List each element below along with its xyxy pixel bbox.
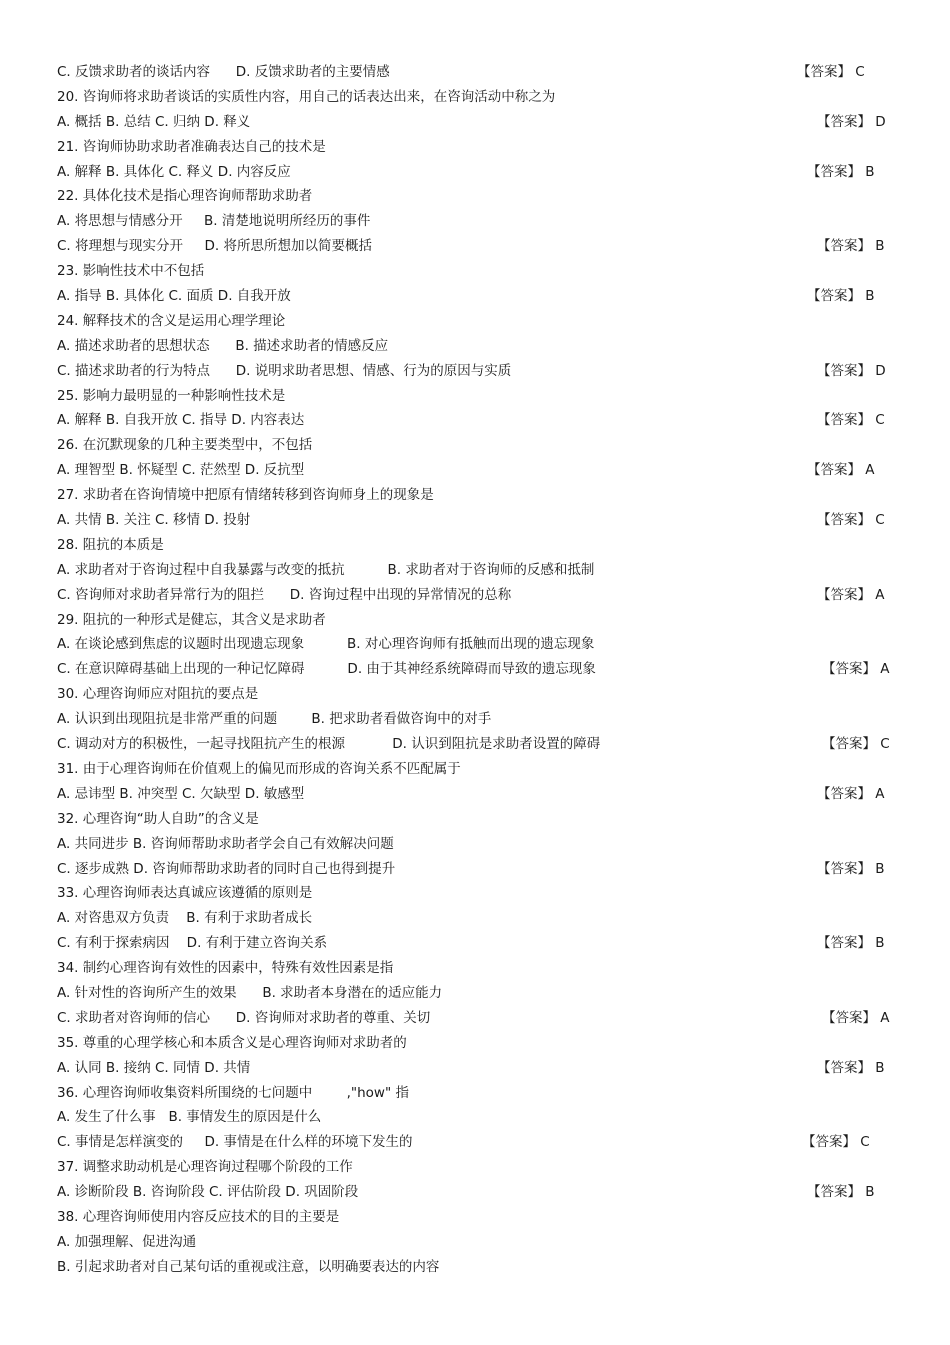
text-line <box>57 707 902 732</box>
line-text: 34. 制约心理咨询有效性的因素中，特殊有效性因素是指 <box>57 960 394 977</box>
line-text: 20. 咨询师将求助者谈话的实质性内容，用自己的话表达出来，在咨询活动中称之为 <box>57 88 556 105</box>
line-text: A. 对咨患双方负责 B. 有利于求助者成长 <box>57 910 313 927</box>
text-line <box>57 1205 902 1230</box>
text-line <box>57 931 902 956</box>
line-text: C. 将理想与现实分开 D. 将所思所想加以简要概括 <box>57 238 372 255</box>
text-line <box>57 981 902 1006</box>
text-line <box>57 533 902 558</box>
text-line <box>57 508 902 533</box>
line-text: C. 调动对方的积极性，一起寻找阻抗产生的根源 D. 认识到阻抗是求助者设置的障碍 <box>57 736 601 753</box>
line-text: A. 求助者对于咨询过程中自我暴露与改变的抵抗 B. 求助者对于咨询师的反感和抵制 <box>57 561 595 578</box>
text-line <box>57 135 902 160</box>
line-text: 23. 影响性技术中不包括 <box>57 263 205 280</box>
line-text: A. 在谈论感到焦虑的议题时出现遗忘现象 B. 对心理咨询师有抵触而出现的遗忘现象 <box>57 636 595 653</box>
text-line <box>57 1056 902 1081</box>
text-line <box>57 1130 902 1155</box>
line-text: B. 引起求助者对自己某句话的重视或注意，以明确要表达的内容 <box>57 1258 440 1275</box>
line-text: A. 针对性的咨询所产生的效果 B. 求助者本身潜在的适应能力 <box>57 984 443 1001</box>
line-text: A. 指导 B. 具体化 C. 面质 D. 自我开放 <box>57 288 291 305</box>
line-text: A. 发生了什么事 B. 事情发生的原因是什么 <box>57 1109 322 1126</box>
answer-label: 【答案】 D <box>817 113 886 130</box>
answer-label: 【答案】 B <box>817 860 885 877</box>
text-line <box>57 682 902 707</box>
text-line <box>57 60 902 85</box>
line-text: C. 反馈求助者的谈话内容 D. 反馈求助者的主要情感 <box>57 64 390 80</box>
text-line <box>57 309 902 334</box>
line-text: A. 共同进步 B. 咨询师帮助求助者学会自己有效解决问题 <box>57 835 394 852</box>
line-text: A. 诊断阶段 B. 咨询阶段 C. 评估阶段 D. 巩固阶段 <box>57 1184 359 1201</box>
line-text: 31. 由于心理咨询师在价值观上的偏见而形成的咨询关系不匹配属于 <box>57 760 461 777</box>
line-text: A. 认识到出现阻抗是非常严重的问题 B. 把求助者看做咨询中的对手 <box>57 711 492 728</box>
text-line <box>57 1105 902 1130</box>
answer-label: 【答案】 A <box>817 586 885 603</box>
text-line <box>57 1081 902 1106</box>
text-line <box>57 433 902 458</box>
text-line <box>57 458 902 483</box>
text-line <box>57 782 902 807</box>
text-line <box>57 1230 902 1255</box>
text-line <box>57 110 902 135</box>
text-line <box>57 384 902 409</box>
answer-label: 【答案】 C <box>822 736 890 753</box>
text-line <box>57 284 902 309</box>
line-text: 33. 心理咨询师表达真诚应该遵循的原则是 <box>57 885 313 902</box>
text-line <box>57 881 902 906</box>
text-line <box>57 632 902 657</box>
answer-label: 【答案】 D <box>817 362 886 379</box>
line-text: 25. 影响力最明显的一种影响性技术是 <box>57 387 286 404</box>
line-text: C. 逐步成熟 D. 咨询师帮助求助者的同时自己也得到提升 <box>57 860 396 877</box>
text-line <box>57 857 902 882</box>
text-line <box>57 483 902 508</box>
text-line <box>57 956 902 981</box>
text-line <box>57 757 902 782</box>
text-line <box>57 807 902 832</box>
text-line <box>57 732 902 757</box>
answer-label: 【答案】 B <box>807 288 875 305</box>
line-text: C. 描述求助者的行为特点 D. 说明求助者思想、情感、行为的原因与实质 <box>57 362 512 379</box>
line-text: A. 忌讳型 B. 冲突型 C. 欠缺型 D. 敏感型 <box>57 785 305 802</box>
line-text: 26. 在沉默现象的几种主要类型中，不包括 <box>57 437 313 454</box>
answer-label: 【答案】 B <box>807 163 875 180</box>
text-line <box>57 906 902 931</box>
line-text: 37. 调整求助动机是心理咨询过程哪个阶段的工作 <box>57 1159 353 1176</box>
text-line <box>57 234 902 259</box>
answer-label: 【答案】 C <box>817 412 885 429</box>
line-text: A. 解释 B. 自我开放 C. 指导 D. 内容表达 <box>57 412 305 429</box>
text-line <box>57 184 902 209</box>
line-text: 21. 咨询师协助求助者准确表达自己的技术是 <box>57 138 326 155</box>
line-text: C. 求助者对咨询师的信心 D. 咨询师对求助者的尊重、关切 <box>57 1009 431 1026</box>
answer-label: 【答案】 A <box>807 462 875 479</box>
text-line <box>57 657 902 682</box>
text-line <box>57 832 902 857</box>
line-text: 27. 求助者在咨询情境中把原有情绪转移到咨询师身上的现象是 <box>57 487 434 504</box>
document-page <box>57 60 902 1280</box>
line-text: 38. 心理咨询师使用内容反应技术的目的主要是 <box>57 1208 340 1225</box>
line-text: A. 概括 B. 总结 C. 归纳 D. 释义 <box>57 113 251 130</box>
answer-label: 【答案】 B <box>817 935 885 952</box>
answer-label: 【答案】 C <box>802 1134 870 1151</box>
text-line <box>57 558 902 583</box>
line-text: C. 有利于探索病因 D. 有利于建立咨询关系 <box>57 935 328 952</box>
answer-label: 【答案】 A <box>822 1009 890 1026</box>
answer-label: 【答案】 C <box>797 64 865 80</box>
text-line <box>57 1255 902 1280</box>
line-text: 36. 心理咨询师收集资料所围绕的七问题中 ,"how" 指 <box>57 1084 409 1101</box>
text-line <box>57 408 902 433</box>
text-line <box>57 160 902 185</box>
line-text: 24. 解释技术的含义是运用心理学理论 <box>57 312 286 329</box>
text-line <box>57 85 902 110</box>
answer-label: 【答案】 A <box>822 661 890 678</box>
text-line <box>57 1006 902 1031</box>
line-text: 30. 心理咨询师应对阻抗的要点是 <box>57 686 259 703</box>
text-line <box>57 1031 902 1056</box>
text-line <box>57 359 902 384</box>
line-text: A. 解释 B. 具体化 C. 释义 D. 内容反应 <box>57 163 291 180</box>
text-line <box>57 334 902 359</box>
text-line <box>57 1155 902 1180</box>
answer-label: 【答案】 A <box>817 785 885 802</box>
line-text: A. 描述求助者的思想状态 B. 描述求助者的情感反应 <box>57 337 389 354</box>
text-line <box>57 209 902 234</box>
line-text: A. 将思想与情感分开 B. 清楚地说明所经历的事件 <box>57 213 371 230</box>
line-text: C. 事情是怎样演变的 D. 事情是在什么样的环境下发生的 <box>57 1134 413 1151</box>
text-line <box>57 608 902 633</box>
line-text: 28. 阻抗的本质是 <box>57 536 164 553</box>
line-text: A. 认同 B. 接纳 C. 同情 D. 共情 <box>57 1059 251 1076</box>
answer-label: 【答案】 B <box>817 238 885 255</box>
line-text: A. 加强理解、促进沟通 <box>57 1233 197 1250</box>
answer-label: 【答案】 B <box>807 1184 875 1201</box>
line-text: A. 理智型 B. 怀疑型 C. 茫然型 D. 反抗型 <box>57 462 305 479</box>
line-text: 32. 心理咨询“助人自助”的含义是 <box>57 810 259 827</box>
line-text: 29. 阻抗的一种形式是健忘，其含义是求助者 <box>57 611 326 628</box>
text-line <box>57 583 902 608</box>
line-text: A. 共情 B. 关注 C. 移情 D. 投射 <box>57 512 251 529</box>
text-line <box>57 259 902 284</box>
line-text: 22. 具体化技术是指心理咨询师帮助求助者 <box>57 188 313 205</box>
answer-label: 【答案】 B <box>817 1059 885 1076</box>
answer-label: 【答案】 C <box>817 512 885 529</box>
line-text: C. 在意识障碍基础上出现的一种记忆障碍 D. 由于其神经系统障碍而导致的遗忘现象 <box>57 661 596 678</box>
line-text: C. 咨询师对求助者异常行为的阻拦 D. 咨询过程中出现的异常情况的总称 <box>57 586 512 603</box>
text-line <box>57 1180 902 1205</box>
line-text: 35. 尊重的心理学核心和本质含义是心理咨询师对求助者的 <box>57 1034 407 1051</box>
